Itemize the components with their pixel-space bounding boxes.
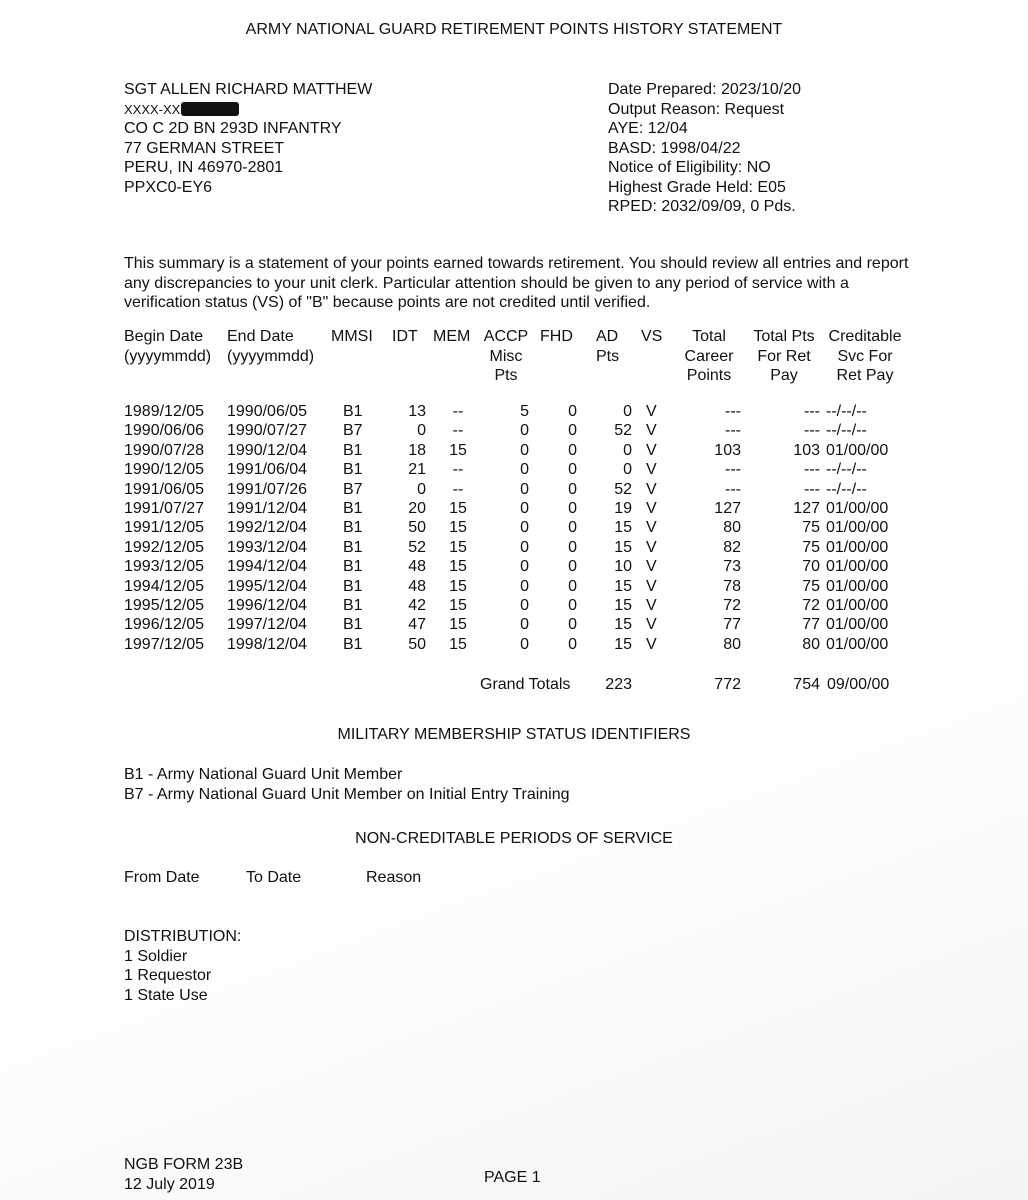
cell-mmsi: B1 [343, 558, 363, 576]
grand-total-ad: 223 [605, 676, 632, 693]
mmsi-item: B1 - Army National Guard Unit Member [124, 766, 403, 783]
cell-accp: 0 [520, 519, 529, 537]
cell-end: 1990/07/27 [227, 422, 308, 440]
cell-cred: 01/00/00 [826, 519, 889, 537]
cell-idt: 50 [408, 635, 426, 653]
cell-totalret: --- [804, 403, 820, 420]
cell-end: 1991/12/04 [227, 500, 308, 517]
cell-idt: 21 [408, 461, 426, 479]
cell-fhd: 0 [568, 635, 577, 653]
cell-fhd: 0 [568, 500, 577, 517]
cell-totalret: --- [804, 480, 820, 498]
cell-fhd: 0 [568, 422, 577, 440]
cell-vs: V [646, 558, 657, 576]
cell-mem: -- [452, 461, 464, 479]
cell-total: 80 [723, 635, 741, 653]
cell-cred: 01/00/00 [826, 597, 889, 614]
col-header-line: Total Pts [753, 328, 815, 345]
cell-totalret: 127 [793, 500, 820, 517]
col-header-line: VS [641, 328, 663, 345]
cell-vs: V [646, 519, 657, 537]
cell-total: 77 [723, 616, 741, 634]
cell-begin: 1990/07/28 [124, 441, 205, 459]
col-header-mem [433, 327, 473, 347]
col-header-ad [596, 327, 622, 366]
col-header-line: Pts [596, 347, 620, 365]
cell-idt: 47 [408, 616, 426, 634]
cell-ad: 19 [614, 500, 632, 517]
cell-ad: 0 [623, 441, 632, 459]
cell-begin: 1997/12/05 [124, 635, 205, 653]
cell-mmsi: B1 [343, 441, 363, 459]
cell-mmsi: B1 [343, 500, 363, 517]
cell-mmsi: B1 [343, 461, 363, 479]
cell-ad: 52 [614, 480, 632, 498]
cell-accp: 0 [520, 558, 529, 576]
cell-mem: 15 [449, 441, 467, 459]
col-header-line: AD [596, 328, 619, 345]
col-header-line: Begin Date [124, 328, 204, 345]
document-title: ARMY NATIONAL GUARD RETIREMENT POINTS HISTORY STATEMENT [245, 21, 783, 38]
cell-accp: 0 [520, 635, 529, 653]
cell-cred: 01/00/00 [826, 635, 889, 653]
cell-end: 1990/06/05 [227, 403, 308, 420]
col-header-cred [826, 327, 904, 386]
cell-end: 1997/12/04 [227, 616, 308, 634]
cell-totalret: --- [804, 422, 820, 440]
city-line: PERU, IN 46970-2801 [124, 159, 284, 176]
cell-end: 1991/06/04 [227, 461, 308, 479]
col-header-idt [392, 327, 422, 347]
cell-totalret: 75 [802, 538, 820, 556]
unit-line: CO C 2D BN 293D INFANTRY [124, 120, 342, 137]
cell-total: 82 [723, 538, 741, 556]
col-header-vs [641, 327, 667, 347]
cell-ad: 15 [614, 597, 632, 614]
noncred-from-header: From Date [124, 869, 200, 886]
cell-idt: 18 [408, 441, 426, 459]
distribution-title: DISTRIBUTION: [124, 928, 242, 945]
cell-mem: 15 [449, 597, 467, 614]
cell-begin: 1995/12/05 [124, 597, 205, 614]
noncred-section-title: NON-CREDITABLE PERIODS OF SERVICE [355, 830, 673, 847]
cell-begin: 1992/12/05 [124, 538, 205, 556]
cell-end: 1994/12/04 [227, 558, 308, 576]
cell-total: 103 [714, 441, 741, 459]
cell-fhd: 0 [568, 558, 577, 576]
cell-total: 78 [723, 577, 741, 595]
col-header-line: Pts [494, 367, 518, 384]
address-block [124, 80, 372, 197]
cell-accp: 0 [520, 461, 529, 479]
cell-cred: 01/00/00 [826, 558, 889, 576]
cell-fhd: 0 [568, 480, 577, 498]
cell-mmsi: B7 [343, 422, 363, 440]
notice-paragraph: This summary is a statement of your points earned towards retirement. You should review all entries and report any discrepancies to your unit clerk. Particular attention should be given to any period of service with a verification status (VS) of "B" because points are not credited until verified. [124, 255, 909, 311]
noncred-reason-header: Reason [366, 869, 422, 886]
street-line: 77 GERMAN STREET [124, 139, 285, 157]
code-line: PPXC0-EY6 [124, 178, 213, 196]
col-header-line: FHD [540, 328, 573, 345]
cell-mmsi: B1 [343, 577, 363, 595]
cell-vs: V [646, 500, 657, 517]
cell-accp: 5 [520, 403, 529, 420]
cell-mmsi: B1 [343, 597, 363, 614]
distribution-item: 1 State Use [124, 986, 208, 1004]
cell-vs: V [646, 480, 657, 498]
cell-vs: V [646, 403, 657, 420]
col-header-line: Misc [489, 347, 523, 365]
cell-accp: 0 [520, 538, 529, 556]
col-header-line: Career [684, 347, 734, 365]
ssn-line [124, 100, 372, 120]
cell-vs: V [646, 422, 657, 440]
form-number: NGB FORM 23B [124, 1156, 244, 1173]
cell-total: 73 [723, 558, 741, 576]
cell-mem: -- [452, 480, 464, 498]
mmsi-item: B7 - Army National Guard Unit Member on Initial Entry Training [124, 785, 570, 803]
cell-idt: 50 [408, 519, 426, 537]
output-reason: Output Reason: Request [608, 100, 785, 118]
info-block [608, 80, 801, 217]
col-header-line: Pay [770, 367, 798, 384]
col-header-line: End Date [227, 328, 294, 345]
cell-accp: 0 [520, 422, 529, 440]
col-header-line: IDT [392, 328, 418, 345]
col-header-end [227, 327, 319, 366]
cell-total: --- [725, 461, 741, 479]
cell-idt: 52 [408, 538, 426, 556]
grand-total-cred: 09/00/00 [827, 676, 890, 693]
cell-fhd: 0 [568, 616, 577, 634]
cell-mmsi: B1 [343, 519, 363, 537]
form-date: 12 July 2019 [124, 1175, 215, 1193]
highest-grade: Highest Grade Held: E05 [608, 178, 786, 196]
cell-begin: 1990/12/05 [124, 461, 205, 479]
cell-vs: V [646, 538, 657, 556]
cell-cred: --/--/-- [826, 480, 867, 498]
cell-totalret: 80 [802, 635, 820, 653]
cell-accp: 0 [520, 441, 529, 459]
col-header-line: Total [692, 328, 726, 345]
cell-vs: V [646, 461, 657, 479]
cell-fhd: 0 [568, 577, 577, 595]
cell-total: --- [725, 480, 741, 498]
cell-mem: -- [452, 422, 464, 440]
mmsi-list [124, 765, 570, 804]
cell-accp: 0 [520, 500, 529, 517]
cell-ad: 15 [614, 538, 632, 556]
distribution-item: 1 Soldier [124, 947, 188, 965]
cell-total: --- [725, 403, 741, 420]
redaction-mark [181, 102, 239, 116]
cell-mem: 15 [449, 500, 467, 517]
cell-accp: 0 [520, 616, 529, 634]
cell-total: 80 [723, 519, 741, 537]
col-header-line: For Ret [757, 347, 811, 365]
cell-totalret: 75 [802, 519, 820, 537]
cell-idt: 13 [408, 403, 426, 420]
cell-accp: 0 [520, 577, 529, 595]
date-prepared: Date Prepared: 2023/10/20 [608, 81, 802, 98]
cell-vs: V [646, 441, 657, 459]
cell-fhd: 0 [568, 597, 577, 614]
cell-ad: 0 [623, 403, 632, 420]
aye: AYE: 12/04 [608, 120, 688, 137]
cell-mem: 15 [449, 616, 467, 634]
cell-end: 1995/12/04 [227, 577, 308, 595]
cell-mem: 15 [449, 538, 467, 556]
cell-idt: 20 [408, 500, 426, 517]
cell-ad: 15 [614, 519, 632, 537]
col-header-line: Points [686, 367, 732, 384]
cell-begin: 1990/06/06 [124, 422, 205, 440]
cell-vs: V [646, 616, 657, 634]
col-header-line: ACCP [483, 328, 529, 345]
cell-end: 1996/12/04 [227, 597, 308, 614]
cell-fhd: 0 [568, 403, 577, 420]
col-header-line: MEM [433, 328, 471, 345]
col-header-line: Creditable [828, 328, 902, 345]
page-number: PAGE 1 [484, 1169, 541, 1186]
col-header-total [680, 327, 738, 386]
cell-end: 1998/12/04 [227, 635, 308, 653]
cell-mem: 15 [449, 558, 467, 576]
cell-ad: 15 [614, 635, 632, 653]
col-header-fhd [540, 327, 576, 347]
col-header-mmsi [331, 327, 379, 347]
cell-cred: 01/00/00 [826, 616, 889, 634]
cell-idt: 0 [417, 480, 426, 498]
cell-begin: 1991/07/27 [124, 500, 205, 517]
col-header-totalret [750, 327, 818, 386]
col-header-line: (yyyymmdd) [227, 347, 315, 365]
cell-mem: 15 [449, 519, 467, 537]
cell-mmsi: B1 [343, 403, 363, 420]
cell-cred: --/--/-- [826, 422, 867, 440]
cell-mmsi: B1 [343, 538, 363, 556]
cell-idt: 48 [408, 558, 426, 576]
eligibility: Notice of Eligibility: NO [608, 159, 771, 176]
cell-mmsi: B1 [343, 635, 363, 653]
cell-cred: 01/00/00 [826, 441, 889, 459]
col-header-begin [124, 327, 216, 366]
col-header-line: (yyyymmdd) [124, 347, 212, 365]
cell-accp: 0 [520, 480, 529, 498]
col-header-accp [481, 327, 531, 386]
cell-totalret: 72 [802, 597, 820, 614]
mmsi-section-title: MILITARY MEMBERSHIP STATUS IDENTIFIERS [337, 726, 691, 743]
cell-fhd: 0 [568, 538, 577, 556]
cell-vs: V [646, 577, 657, 595]
cell-total: --- [725, 422, 741, 440]
cell-mmsi: B7 [343, 480, 363, 498]
grand-total-ret: 754 [793, 676, 820, 693]
cell-ad: 15 [614, 577, 632, 595]
cell-end: 1992/12/04 [227, 519, 308, 537]
cell-idt: 48 [408, 577, 426, 595]
cell-cred: --/--/-- [826, 403, 867, 420]
cell-totalret: 77 [802, 616, 820, 634]
cell-accp: 0 [520, 597, 529, 614]
cell-mmsi: B1 [343, 616, 363, 634]
cell-cred: --/--/-- [826, 461, 867, 479]
noncred-to-header: To Date [246, 869, 302, 886]
distribution-block [124, 927, 241, 1005]
cell-total: 127 [714, 500, 741, 517]
cell-vs: V [646, 635, 657, 653]
cell-ad: 0 [623, 461, 632, 479]
col-header-line: MMSI [331, 328, 373, 345]
cell-idt: 42 [408, 597, 426, 614]
cell-begin: 1993/12/05 [124, 558, 205, 576]
rped: RPED: 2032/09/09, 0 Pds. [608, 198, 796, 215]
cell-ad: 52 [614, 422, 632, 440]
cell-idt: 0 [417, 422, 426, 440]
cell-begin: 1994/12/05 [124, 577, 205, 595]
cell-begin: 1991/06/05 [124, 480, 205, 498]
cell-ad: 10 [614, 558, 632, 576]
distribution-item: 1 Requestor [124, 967, 212, 984]
cell-mem: 15 [449, 635, 467, 653]
col-header-line: Svc For [837, 347, 893, 365]
cell-mem: 15 [449, 577, 467, 595]
cell-fhd: 0 [568, 441, 577, 459]
cell-begin: 1996/12/05 [124, 616, 205, 634]
grand-totals-label: Grand Totals [480, 676, 571, 693]
grand-total-career: 772 [714, 676, 741, 693]
cell-ad: 15 [614, 616, 632, 634]
basd: BASD: 1998/04/22 [608, 139, 741, 157]
form-footer [124, 1155, 243, 1194]
cell-end: 1993/12/04 [227, 538, 308, 556]
cell-totalret: 75 [802, 577, 820, 595]
cell-begin: 1991/12/05 [124, 519, 205, 537]
cell-vs: V [646, 597, 657, 614]
soldier-name: SGT ALLEN RICHARD MATTHEW [124, 81, 373, 98]
cell-totalret: 103 [793, 441, 820, 459]
cell-mem: -- [452, 403, 464, 420]
cell-end: 1991/07/26 [227, 480, 308, 498]
cell-end: 1990/12/04 [227, 441, 308, 459]
cell-totalret: 70 [802, 558, 820, 576]
cell-totalret: --- [804, 461, 820, 479]
cell-cred: 01/00/00 [826, 500, 889, 517]
cell-fhd: 0 [568, 519, 577, 537]
cell-cred: 01/00/00 [826, 577, 889, 595]
cell-fhd: 0 [568, 461, 577, 479]
cell-cred: 01/00/00 [826, 538, 889, 556]
cell-total: 72 [723, 597, 741, 614]
col-header-line: Ret Pay [836, 367, 894, 384]
cell-begin: 1989/12/05 [124, 403, 205, 420]
ssn-prefix: XXXX-XX [124, 101, 181, 117]
